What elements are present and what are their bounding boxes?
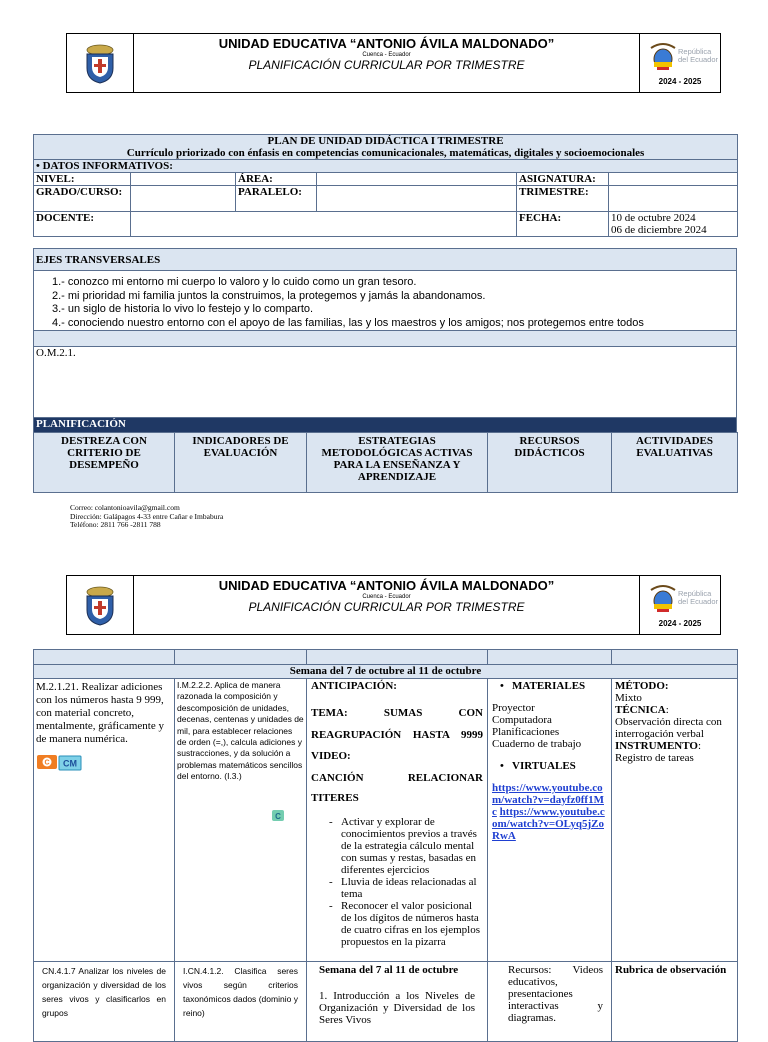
school-years: 2024 - 2025 [658, 619, 702, 628]
republic-text: República del Ecuador [678, 47, 719, 64]
instrumento-label: INSTRUMENTO [615, 740, 698, 752]
school-years: 2024 - 2025 [658, 77, 702, 86]
row2-recursos: Recursos: Videos educativos, presentaciones interactivas y diagramas. [488, 962, 612, 1042]
school-city: Cuenca - Ecuador [362, 594, 411, 600]
row2-destreza: CN.4.1.7 Analizar los niveles de organización y diversidad de los seres vivos y clasificarlos en grupos [34, 962, 175, 1042]
school-logo-cell [67, 576, 134, 634]
grado-label: GRADO/CURSO: [34, 186, 131, 212]
metodo-label: MÉTODO: [615, 680, 669, 692]
eje-3: 3.- un siglo de historia lo vivo lo festejo y lo comparto. [52, 303, 314, 315]
school-name: UNIDAD EDUCATIVA “ANTONIO ÁVILA MALDONADO” [218, 578, 555, 593]
eje-1: 1.- conozco mi entorno mi cuerpo lo valoro y lo cuido como un gran tesoro. [52, 276, 417, 288]
footer-phone: Teléfono: 2811 766 -2811 788 [70, 520, 161, 529]
school-crest-icon [83, 584, 117, 626]
anticipacion-label: ANTICIPACIÓN: [311, 680, 397, 692]
tecnica-value: Observación directa con interrogación verbal [615, 716, 722, 740]
ejes-table [33, 248, 737, 433]
week-indicador: I.M.2.2.2. Aplica de manera razonada la composición y descomposición de unidades, decenas, centenas y unidades de mil, para establecer relaciones de orden (=,), calcula adiciones y sustracciones, y da solución a problemas matemáticos sencillos del entorno. (I.3.) [177, 680, 304, 782]
row2-semana: Semana del 7 al 11 de octubre [319, 964, 459, 976]
planificacion-header-table [33, 432, 738, 493]
svg-text:CM: CM [63, 758, 77, 769]
fecha-label: FECHA: [517, 212, 609, 237]
school-logo-cell [67, 34, 134, 92]
eje-4: 4.- conociendo nuestro entorno con el apoyo de las familias, las y los maestros y los amigos; nos protegemos entre todos [52, 316, 644, 329]
fecha-end: 06 de diciembre 2024 [611, 224, 707, 236]
row2-indicador: I.CN.4.1.2. Clasifica seres vivos según criterios taxonómicos dados (dominio y reino) [175, 962, 307, 1042]
row2-actividad: Rubrica de observación [612, 962, 738, 1042]
col-indicadores: INDICADORES DE EVALUACIÓN [175, 433, 307, 493]
trimestre-label: TRIMESTRE: [517, 186, 609, 212]
footer-address: Dirección: Galápagos 4-33 entre Cañar e Imbabura [70, 511, 224, 521]
planificacion-title: PLANIFICACIÓN [34, 418, 737, 433]
asignatura-label: ASIGNATURA: [517, 173, 609, 186]
paralelo-label: PARALELO: [236, 186, 317, 212]
area-label: ÁREA: [236, 173, 317, 186]
metodo-value: Mixto [615, 692, 642, 704]
republic-logo-cell [639, 34, 720, 92]
school-crest-icon [83, 42, 117, 84]
document-title: PLANIFICACIÓN CURRICULAR POR TRIMESTRE [248, 600, 525, 614]
svg-text:C: C [44, 759, 50, 767]
strategy-step-1: - Activar y explorar de conocimientos previos a través de la estrategia cálculo mental con sumas y restas, basadas en diferentes ejercicios [341, 816, 483, 876]
row2-intro: 1. Introducción a los Niveles de Organización y Diversidad de los Seres Vivos [319, 990, 475, 1026]
contact-footer [70, 504, 223, 530]
materiales-list: Proyector Computadora Planificaciones Cuaderno de trabajo [492, 702, 582, 750]
week-topic: TEMA: SUMAS CON REAGRUPACIÓN HASTA 9999 [311, 707, 483, 741]
objective-code: O.M.2.1. [34, 347, 737, 418]
strategy-step-3: - Reconocer el valor posicional de los dígitos de números hasta de cuatro cifras en los ejemplos propuestos en la pizarra [341, 900, 483, 948]
c-badge-icon [271, 809, 285, 823]
strategy-step-2: - Lluvia de ideas relacionadas al tema [341, 876, 483, 900]
docente-label: DOCENTE: [34, 212, 131, 237]
school-name: UNIDAD EDUCATIVA “ANTONIO ÁVILA MALDONADO” [218, 36, 555, 51]
week-destreza: M.2.1.21. Realizar adiciones con los números hasta 9 999, con material concreto, mentalmente, gráficamente y de manera numérica. [36, 681, 164, 745]
plan-info-table: PLAN DE UNIDAD DIDÁCTICA I TRIMESTRE Currículo priorizado con énfasis en competencias comunicacionales, matemáticas, digitales y socioemocionales • DATOS INFORMATIVOS: NIVEL: ÁREA: ASIGNATURA: GRADO/CURSO: PARALELO: TRIMESTRE: DOCENTE: FECHA: 10 de octubre 2024 06 de diciembre 2024 [33, 134, 738, 237]
svg-text:C: C [275, 812, 281, 821]
eje-2: 2.- mi prioridad mi familia juntos la construimos, la protegemos y jamás la abandonamos. [52, 289, 486, 302]
cm-badge-icon [36, 754, 172, 772]
week-plan-table: Semana del 7 de octubre al 11 de octubre M.2.1.21. Realizar adiciones con los números hasta 9 999, con material concreto, mentalmente, gráficamente y de manera numérica. C CM I.M.2.2.2. Aplica de manera razonada la composición y descomposición de unidades, decenas, centenas y unidades de mil, para establecer relaciones de orden (=,), calcula adiciones y sustracciones, y da solución a problemas matemáticos sencillos del entorno. (I.3.) C ANTICIPACIÓN: TEMA: SUMAS CON REAGRUPACIÓN HASTA 9999 VIDEO: CANCIÓN RELACIONAR TITERES - Activar y explorar de conocimientos previos a través de la estrategia cálculo mental con sumas y restas, basadas en diferentes ejercicios - Lluvia de ideas relacionadas al tema - Reconocer el valor posicional de los dígitos de números hasta de cuatro cifras en los ejemplos propuestos en la pizarra • MATERIALES Proyector Computadora Planificaciones Cuaderno de trabajo • VIRTUALES https://www.youtube.com/watch?v=dayfz0ff1Mc https://www.youtube.com/watch?v=OLyq5jZoRwA MÉTODO: Mixto TÉCNICA: Observación directa con interrogación verbal INSTRUMENTO: Registro de tareas CN.4.1.7 Analizar los niveles de organización y diversidad de los seres vivos y clasificarlos en grupos I.CN.4.1.2. Clasifica seres vivos según criterios taxonómicos dados (dominio y reino) Semana del 7 al 11 de octubre 1. Introducción a los Niveles de Organización y Diversidad de los Seres Vivos Recursos: Videos educativos, presentaciones interactivas y diagramas. Rubrica de observación [33, 649, 738, 1042]
nivel-label: NIVEL: [34, 173, 131, 186]
video-link-1[interactable]: https://www.youtube.com/watch?v=dayfz0ff1Mc [492, 782, 604, 818]
school-header [66, 33, 721, 93]
republic-logo-cell [639, 576, 720, 634]
col-recursos: RECURSOS DIDÁCTICOS [488, 433, 612, 493]
tecnica-label: TÉCNICA [615, 704, 666, 716]
instrumento-value: Registro de tareas [615, 752, 694, 764]
col-actividades: ACTIVIDADES EVALUATIVAS [612, 433, 738, 493]
fecha-start: 10 de octubre 2024 [611, 212, 696, 224]
plan-title: PLAN DE UNIDAD DIDÁCTICA I TRIMESTRE [267, 135, 504, 147]
ecuador-shield-icon [648, 584, 678, 614]
footer-email: Correo: colantonioavila@gmail.com [70, 503, 180, 512]
col-estrategias: ESTRATEGIAS METODOLÓGICAS ACTIVAS PARA LA ENSEÑANZA Y APRENDIZAJE [307, 433, 488, 493]
col-destreza: DESTREZA CON CRITERIO DE DESEMPEÑO [34, 433, 175, 493]
ecuador-shield-icon [648, 42, 678, 72]
week-title: Semana del 7 de octubre al 11 de octubre [34, 665, 738, 679]
video-label: VIDEO: [311, 750, 351, 762]
ejes-title: EJES TRANSVERSALES [34, 249, 737, 271]
school-header-page2 [66, 575, 721, 635]
document-title: PLANIFICACIÓN CURRICULAR POR TRIMESTRE [248, 58, 525, 72]
video-link-2[interactable]: https://www.youtube.com/watch?v=OLyq5jZoRwA [492, 806, 605, 842]
plan-subtitle: Currículo priorizado con énfasis en competencias comunicacionales, matemáticas, digitales y socioemocionales [126, 147, 645, 159]
school-city: Cuenca - Ecuador [362, 52, 411, 58]
virtuales-label: • VIRTUALES [512, 760, 607, 772]
datos-informativos-label: DATOS INFORMATIVOS: [42, 160, 173, 172]
republic-text: República del Ecuador [678, 589, 719, 606]
materiales-label: • MATERIALES [512, 680, 607, 692]
cancion-label: CANCIÓN RELACIONAR TITERES [311, 772, 483, 804]
